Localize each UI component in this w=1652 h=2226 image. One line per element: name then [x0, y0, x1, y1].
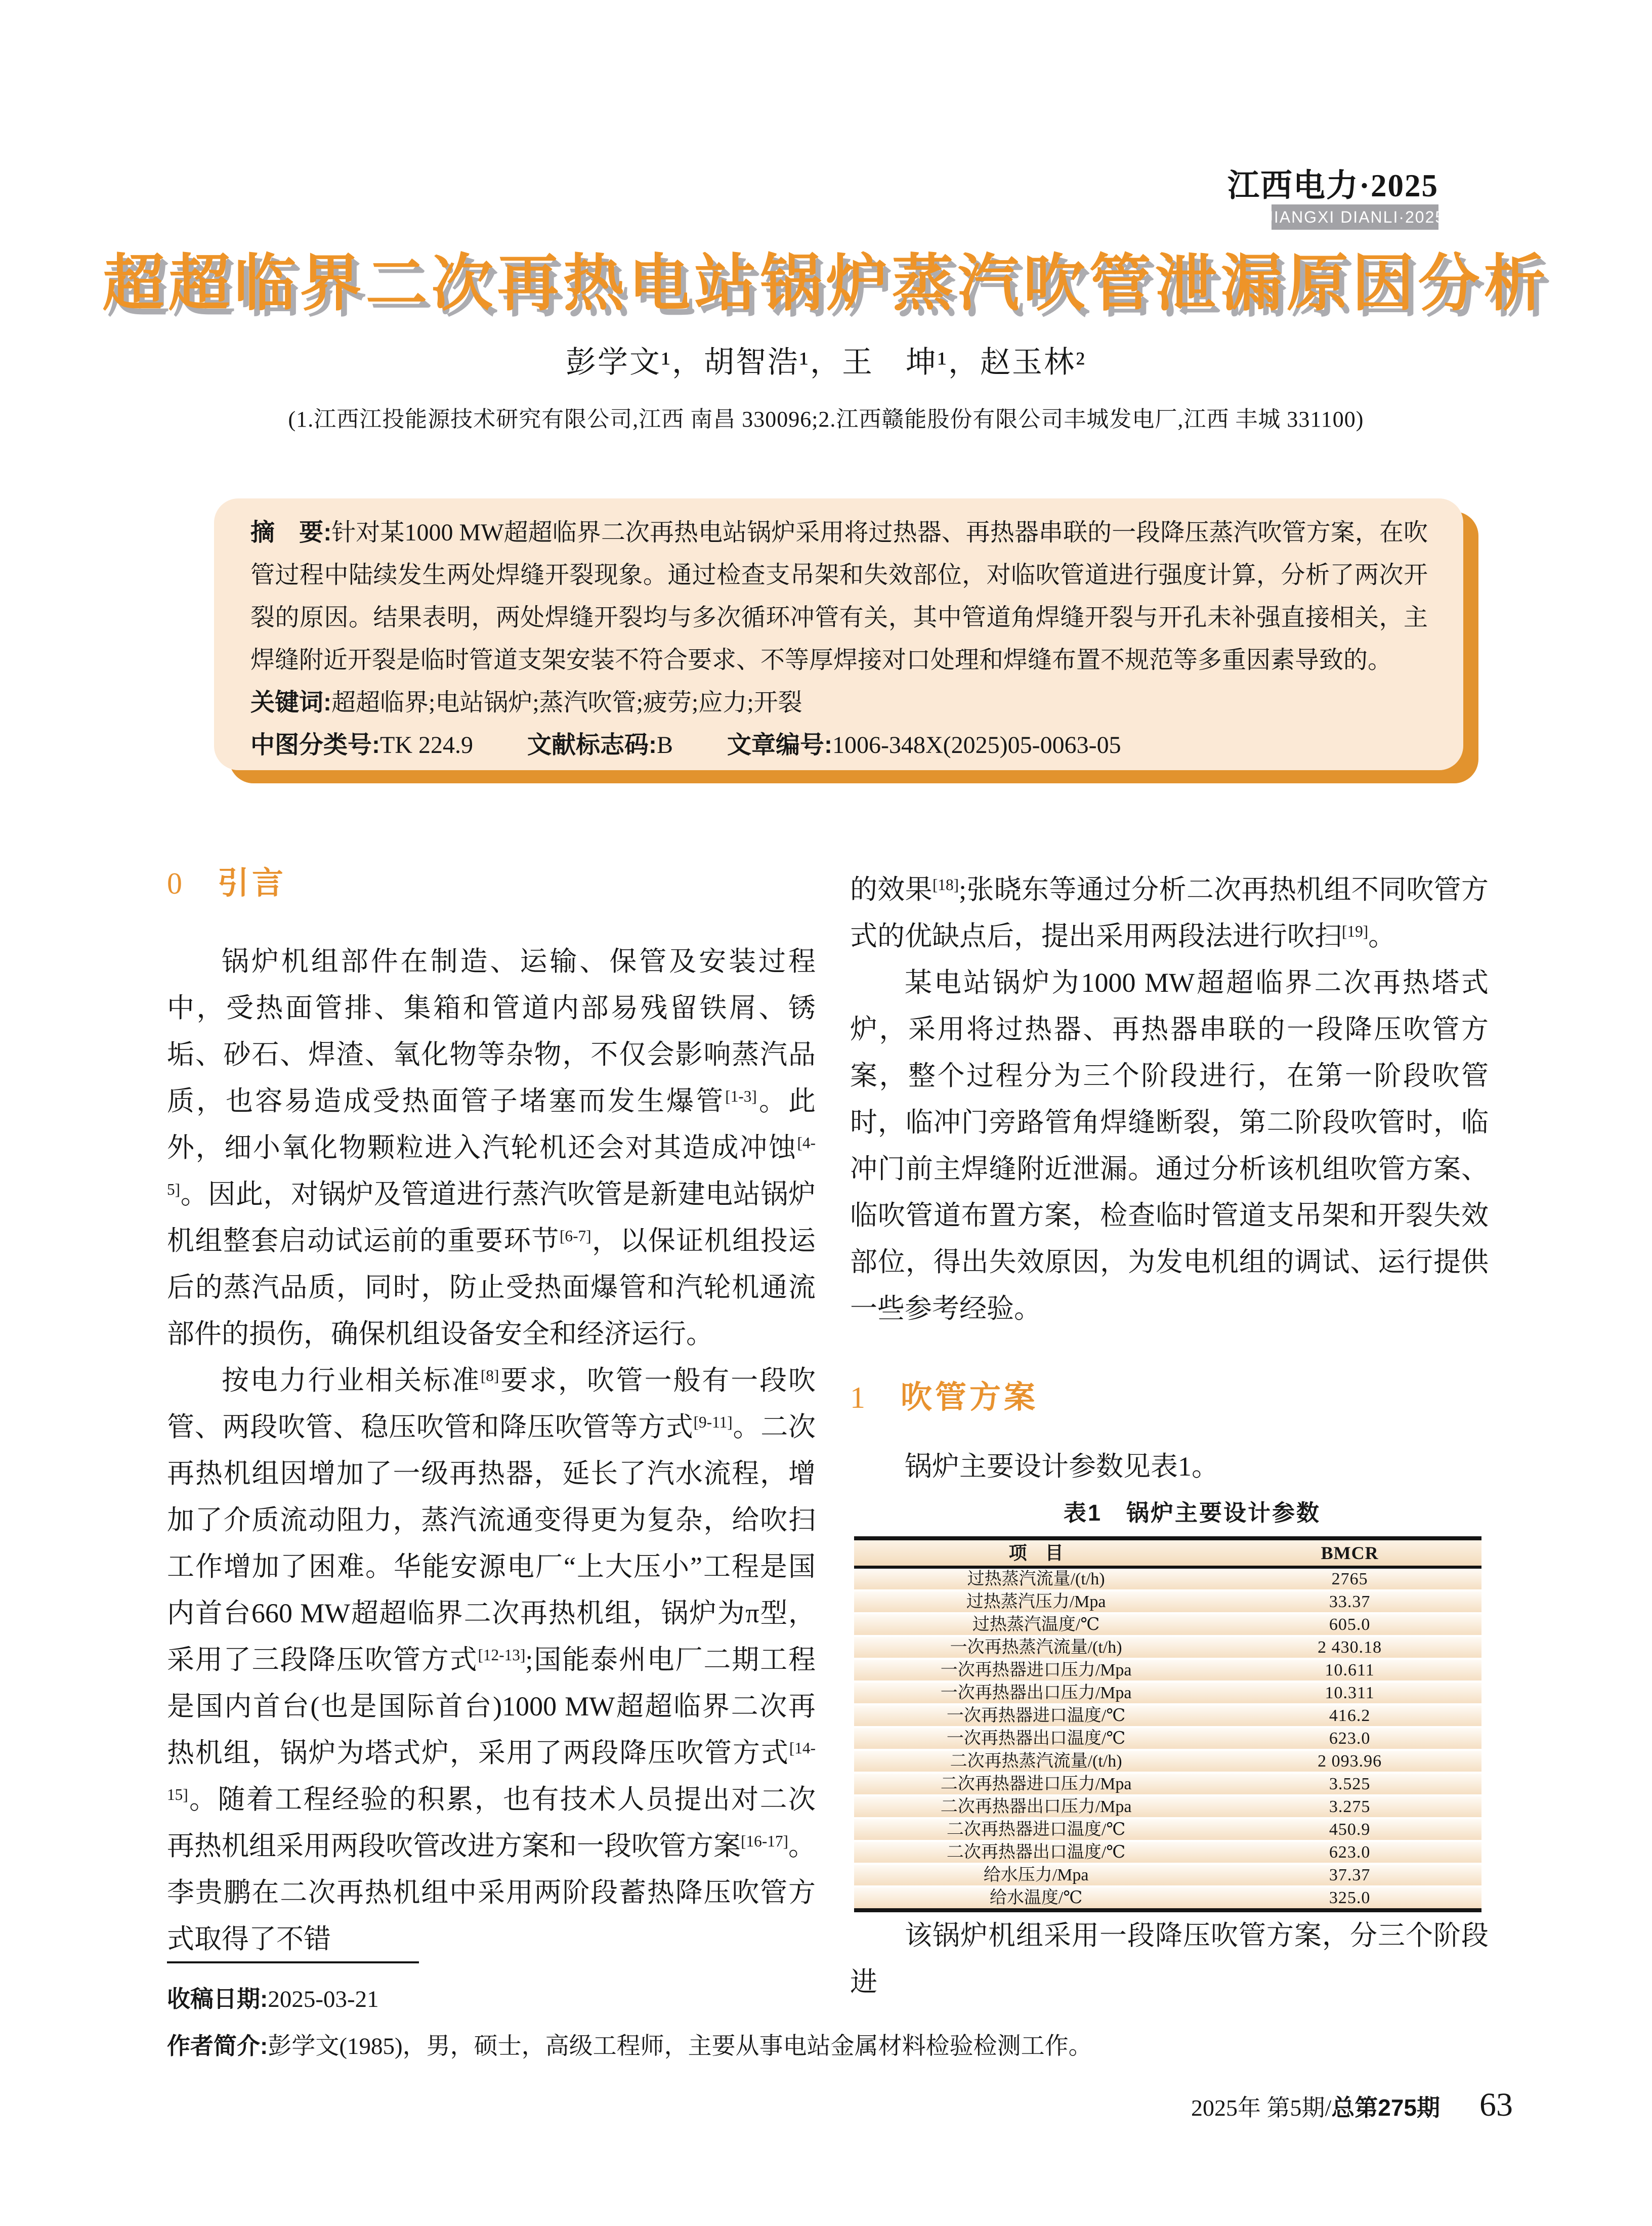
paragraph-table-ref: 锅炉主要设计参数见表1。 — [905, 1451, 1219, 1482]
table-header-item: 项 目 — [1008, 1543, 1064, 1563]
table-cell-item: 二次再热器进口压力/Mpa — [940, 1774, 1132, 1793]
section-0-title: 引言 — [218, 866, 287, 901]
citation-ref: [16-17] — [741, 1832, 788, 1850]
table-body — [854, 1569, 1481, 1908]
table-cell-value: 2 430.18 — [1318, 1637, 1382, 1657]
table-cell-value: 3.525 — [1329, 1774, 1371, 1793]
table-cell-item: 一次再热蒸汽流量/(t/h) — [950, 1637, 1122, 1657]
table-cell-value: 605.0 — [1329, 1615, 1371, 1634]
footnote-block — [167, 1961, 1092, 2074]
citation-ref: [19] — [1342, 922, 1369, 940]
article-id-value: 1006-348X(2025)05-0063-05 — [832, 732, 1121, 759]
table-cell-value: 37.37 — [1329, 1865, 1371, 1884]
citation-ref: [9-11] — [693, 1413, 733, 1431]
journal-name-year: ·2025 — [1359, 168, 1438, 203]
table-cell-item: 二次再热蒸汽流量/(t/h) — [950, 1751, 1122, 1771]
table-cell-value: 623.0 — [1329, 1729, 1371, 1748]
page-number: 63 — [1479, 2086, 1513, 2123]
citation-ref: [14-15] — [167, 1739, 816, 1803]
author-bio-label: 作者简介: — [167, 2033, 268, 2059]
classification-line — [250, 724, 1428, 767]
author-bio-value: 彭学文(1985)，男，硕士，高级工程师，主要从事电站金属材料检验检测工作。 — [268, 2033, 1092, 2060]
table-cell-item: 二次再热器出口温度/℃ — [946, 1842, 1126, 1862]
doc-code-value: B — [656, 732, 673, 759]
table-cell-value: 3.275 — [1329, 1797, 1371, 1816]
table-cell-item: 过热蒸汽流量/(t/h) — [967, 1569, 1105, 1588]
left-column — [167, 860, 816, 1962]
affiliation: (1.江西江投能源技术研究有限公司,江西 南昌 330096;2.江西赣能股份有限公司丰城发电厂,江西 丰城 331100) — [288, 407, 1364, 432]
table-cell-value: 2765 — [1331, 1569, 1368, 1588]
citation-ref: [1-3] — [725, 1087, 757, 1105]
author-bio-line — [167, 2027, 1092, 2061]
right-column — [850, 866, 1489, 2005]
abstract-text: 针对某1000 MW超超临界二次再热电站锅炉采用将过热器、再热器串联的一段降压蒸汽吹管方案，在吹管过程中陆续发生两处焊缝开裂现象。通过检查支吊架和失效部位，对临吹管道进行强度计算，分析了两次开裂的原因。结果表明，两处焊缝开裂均与多次循环冲管有关，其中管道角焊缝开裂与开孔未补强直接相关，主焊缝附近开裂是临时管道支架安装不符合要求、不等厚焊接对口处理和焊缝布置不规范等多重因素导致的。 — [250, 519, 1428, 674]
table-header-bmcr: BMCR — [1321, 1543, 1379, 1563]
keywords-text: 超超临界;电站锅炉;蒸汽吹管;疲劳;应力;开裂 — [331, 689, 802, 716]
table-cell-item: 一次再热器出口压力/Mpa — [940, 1683, 1132, 1702]
citation-ref: [18] — [932, 875, 959, 894]
citation-ref: [12-13] — [478, 1646, 526, 1664]
table-cell-item: 二次再热器进口温度/℃ — [946, 1820, 1126, 1839]
doc-code-pair — [527, 732, 673, 759]
footnote-divider — [167, 1961, 419, 1963]
citation-ref: [8] — [480, 1366, 499, 1384]
table-caption: 表1 锅炉主要设计参数 — [1063, 1500, 1321, 1526]
received-date-value: 2025-03-21 — [268, 1986, 379, 2012]
paragraph-continued: 的效果[18];张晓东等通过分析二次再热机组不同吹管方式的优缺点后，提出采用两段法进行吹扫[19]。 — [850, 874, 1489, 951]
article-id-label: 文章编号: — [727, 732, 832, 759]
article-title: 超超临界二次再热电站锅炉蒸汽吹管泄漏原因分析 — [102, 249, 1550, 318]
section-heading-0 — [167, 860, 816, 907]
journal-banner — [1264, 204, 1446, 230]
journal-banner-text: JIANGXI DIANLI·2025 — [1264, 207, 1446, 226]
table-cell-item: 过热蒸汽压力/Mpa — [966, 1592, 1106, 1611]
table-cell-value: 450.9 — [1329, 1820, 1371, 1839]
keywords-label: 关键词: — [250, 689, 331, 716]
table-cell-item: 给水温度/℃ — [989, 1888, 1083, 1907]
section-1-title: 吹管方案 — [901, 1380, 1039, 1415]
doc-code-label: 文献标志码: — [527, 732, 657, 759]
abstract-box — [214, 498, 1463, 770]
journal-name — [1227, 160, 1438, 206]
keywords-line — [250, 682, 1428, 724]
footer-issue: 2025年 第5期/ — [1191, 2095, 1332, 2121]
table-cell-item: 一次再热器进口压力/Mpa — [940, 1660, 1132, 1679]
table-row — [854, 1887, 1481, 1908]
abstract-paragraph — [250, 512, 1428, 682]
clc-label: 中图分类号: — [250, 732, 380, 759]
page-footer — [1191, 2086, 1513, 2124]
table-cell-value: 623.0 — [1329, 1842, 1371, 1862]
footer-volume: 总第275期 — [1331, 2094, 1440, 2121]
table-cell-value: 33.37 — [1329, 1592, 1371, 1611]
table-cell-item: 给水压力/Mpa — [983, 1865, 1089, 1884]
article-id-pair — [727, 732, 1121, 759]
received-date-line — [167, 1981, 820, 2014]
paragraph-plant-overview: 某电站锅炉为1000 MW超超临界二次再热塔式炉，采用将过热器、再热器串联的一段降压吹管方案，整个过程分为三个阶段进行，在第一阶段吹管时，临冲门旁路管角焊缝断裂，第二阶段吹管时，临冲门前主焊缝附近泄漏。通过分析该机组吹管方案、临吹管道布置方案，检查临时管道支吊架和开裂失效部位，得出失效原因，为发电机组的调试、运行提供一些参考经验。 — [850, 968, 1489, 1324]
author-list: 彭学文¹，胡智浩¹，王 坤¹，赵玉林² — [566, 346, 1086, 379]
section-1-number: 1 — [850, 1381, 865, 1414]
table-cell-item: 一次再热器进口温度/℃ — [946, 1706, 1126, 1725]
table-cell-value: 416.2 — [1329, 1706, 1371, 1725]
boiler-parameters-table — [854, 1536, 1481, 1912]
table-cell-value: 10.611 — [1325, 1660, 1375, 1679]
citation-ref: [6-7] — [559, 1227, 591, 1245]
abstract-label: 摘 要: — [250, 519, 332, 546]
section-0-number: 0 — [167, 867, 182, 900]
journal-name-cn: 江西电力 — [1227, 168, 1359, 203]
section-heading-1 — [850, 1374, 1489, 1421]
clc-pair — [250, 732, 473, 759]
received-date-label: 收稿日期: — [167, 1986, 268, 2012]
table-cell-item: 过热蒸汽温度/℃ — [972, 1615, 1100, 1634]
table-cell-item: 一次再热器出口温度/℃ — [946, 1729, 1126, 1748]
paragraph-intro-1: 锅炉机组部件在制造、运输、保管及安装过程中，受热面管排、集箱和管道内部易残留铁屑、锈垢、砂石、焊渣、氧化物等杂物，不仅会影响蒸汽品质，也容易造成受热面管子堵塞而发生爆管[1-3]。此外，细小氧化物颗粒进入汽轮机还会对其造成冲蚀[4-5]。因此，对锅炉及管道进行蒸汽吹管是新建电站锅炉机组整套启动试运前的重要环节[6-7]，以保证机组投运后的蒸汽品质，同时，防止受热面爆管和汽轮机通流部件的损伤，确保机组设备安全和经济运行。 — [167, 946, 816, 1349]
table-cell-value: 10.311 — [1325, 1683, 1375, 1702]
paragraph-closing: 该锅炉机组采用一段降压吹管方案，分三个阶段进 — [850, 1920, 1489, 1997]
citation-ref: [4-5] — [167, 1133, 816, 1198]
table-cell-value: 325.0 — [1329, 1888, 1371, 1907]
clc-value: TK 224.9 — [380, 732, 473, 759]
table-cell-item: 二次再热器出口压力/Mpa — [940, 1797, 1132, 1816]
paragraph-intro-2: 按电力行业相关标准[8]要求，吹管一般有一段吹管、两段吹管、稳压吹管和降压吹管等方式[9-11]。二次再热机组因增加了一级再热器，延长了汽水流程，增加了介质流动阻力，蒸汽流通变得更为复杂，给吹扫工作增加了困难。华能安源电厂“上大压小”工程是国内首台660 MW超超临界二次再热机组，锅炉为π型，采用了三段降压吹管方式[12-13];国能泰州电厂二期工程是国内首台(也是国际首台)1000 MW超超临界二次再热机组，锅炉为塔式炉，采用了两段降压吹管方式[14-15]。随着工程经验的积累，也有技术人员提出对二次再热机组采用两段吹管改进方案和一段吹管方案[16-17]。李贵鹏在二次再热机组中采用两阶段蓄热降压吹管方式取得了不错 — [167, 1365, 816, 1954]
table-cell-value: 2 093.96 — [1318, 1751, 1382, 1771]
